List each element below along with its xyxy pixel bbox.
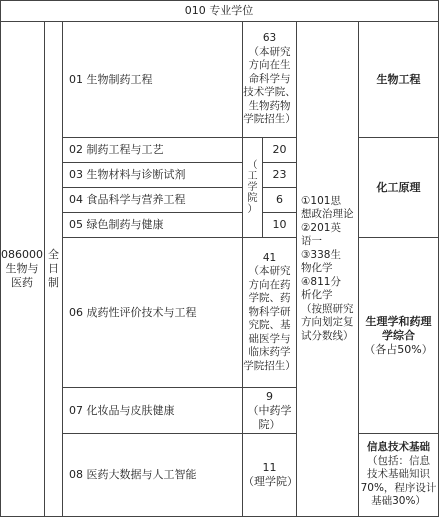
direction-08-name: 08 医药大数据与人工智能 — [63, 434, 243, 517]
retest-02: 化工原理 — [359, 138, 439, 238]
retest-04-title: 信息技术基础 — [367, 441, 430, 454]
table-header: 010 专业学位 — [0, 0, 439, 22]
direction-05-quota: 10 — [263, 213, 297, 238]
retest-01: 生物工程 — [359, 22, 439, 138]
direction-07-quota: 9 （中药学 院） — [243, 388, 297, 434]
college-note: （ 工 学 院 ） — [243, 138, 263, 238]
direction-06-quota: 41 （本研究 方向在药 学院、药 物科学研 究院、基 础医学与 临床药学 学院招生） — [243, 238, 297, 388]
direction-02-quota: 20 — [263, 138, 297, 163]
retest-03 — [359, 238, 439, 434]
direction-01-quota: 63 （本研究 方向在生 命科学与 技术学院、 生物药物 学院招生） — [243, 22, 297, 138]
retest-04 — [359, 434, 439, 517]
retest-03-title: 生理学和药理 学综合 — [365, 314, 432, 342]
retest-03-sub: （各占50%） — [364, 342, 433, 356]
direction-05-name: 05 绿色制药与健康 — [63, 213, 243, 238]
retest-04-sub: （包括：信息 技术基础知识 70%，程序设计 基础30%） — [360, 454, 437, 508]
exam-subjects: ①101思 想政治理论 ②201英 语一 ③338生 物化学 ④811分 析化学 （按照研究 方向划定复 试分数线） — [297, 22, 359, 517]
direction-01-name: 01 生物制药工程 — [63, 22, 243, 138]
study-mode: 全 日 制 — [45, 22, 63, 517]
direction-03-quota: 23 — [263, 163, 297, 188]
direction-04-name: 04 食品科学与营养工程 — [63, 188, 243, 213]
direction-07-name: 07 化妆品与皮肤健康 — [63, 388, 243, 434]
direction-03-name: 03 生物材料与诊断试剂 — [63, 163, 243, 188]
direction-08-quota: 11 （理学院） — [243, 434, 297, 517]
direction-04-quota: 6 — [263, 188, 297, 213]
direction-02-name: 02 制药工程与工艺 — [63, 138, 243, 163]
major-code-name: 086000 生物与 医药 — [0, 22, 45, 517]
direction-06-name: 06 成药性评价技术与工程 — [63, 238, 243, 388]
